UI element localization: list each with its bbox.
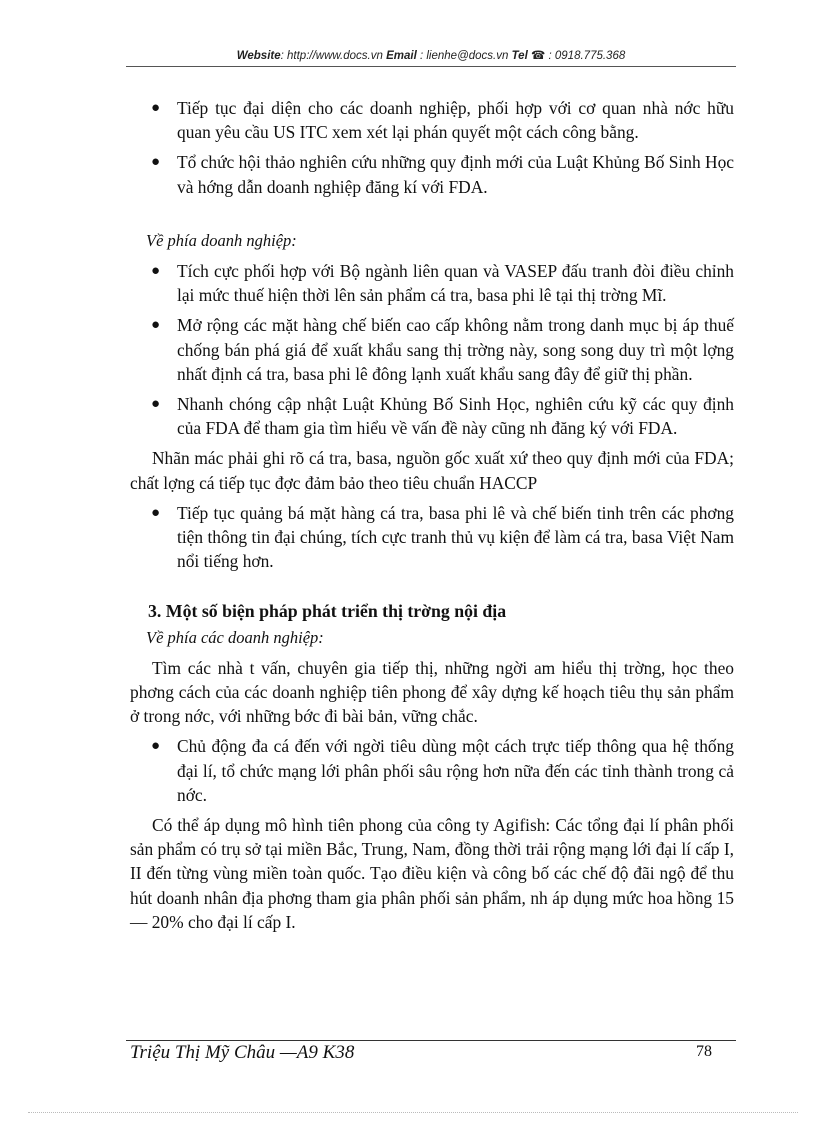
bullet-icon: ● <box>151 263 161 280</box>
page-content <box>130 96 734 934</box>
paragraph: Tìm các nhà t vấn, chuyên gia tiếp thị, những ngời am hiểu thị trờng, học theo phơng cách của các doanh nghiệp tiên phong để xây dựng kế hoạch tiêu thụ sản phẩm ở trong nớc, với những bớc đi bài bản, vững chắc. <box>130 657 734 727</box>
section-subtitle: Về phía các doanh nghiệp: <box>146 627 324 647</box>
list-item: ● Tích cực phối hợp với Bộ ngành liên quan và VASEP đấu tranh đòi điều chỉnh lại mức thuế hiện thời lên sản phẩm cá tra, basa phi lê tại thị trờng Mĩ. <box>151 261 734 306</box>
tel-label: Tel <box>511 50 528 62</box>
page-header <box>126 48 736 67</box>
list-item: ● Tổ chức hội thảo nghiên cứu những quy định mới của Luật Khủng Bố Sinh Học và hớng dẫn doanh nghiệp đăng kí với FDA. <box>151 152 734 197</box>
list-item: ● Chủ động đa cá đến với ngời tiêu dùng một cách trực tiếp thông qua hệ thống đại lí, tổ chức mạng lới phân phối sâu rộng hơn nữa đến các tỉnh thành trong cả nớc. <box>151 736 734 805</box>
website-label: Website <box>236 50 281 62</box>
tel-value: ☎ : 0918.775.368 <box>530 50 626 62</box>
list-item: ● Tiếp tục đại diện cho các doanh nghiệp, phối hợp với cơ quan nhà nớc hữu quan yêu cầu US ITC xem xét lại phán quyết một cách công bằng. <box>151 98 734 143</box>
email-value: : lienhe@docs.vn <box>419 50 509 62</box>
bullet-icon: ● <box>151 738 161 755</box>
section-heading: 3. Một số biện pháp phát triển thị trờng nội địa <box>148 601 507 622</box>
footer-author: Triệu Thị Mỹ Châu —A9 K38 <box>130 1042 355 1063</box>
page-number: 78 <box>696 1043 712 1060</box>
list-item: ● Nhanh chóng cập nhật Luật Khủng Bố Sinh Học, nghiên cứu kỹ các quy định của FDA để tham gia tìm hiểu về vấn đề này cũng nh đăng ký với FDA. <box>151 394 734 439</box>
paragraph: Nhãn mác phải ghi rõ cá tra, basa, nguồn gốc xuất xứ theo quy định mới của FDA; chất lợng cá tiếp tục đợc đảm bảo theo tiêu chuẩn HACCP <box>130 448 734 493</box>
bullet-icon: ● <box>151 100 161 116</box>
list-item: ● Mở rộng các mặt hàng chế biến cao cấp không nằm trong danh mục bị áp thuế chống bán phá giá để xuất khẩu sang thị trờng này, song song duy trì một lợng nhất định cá tra, basa phi lê đông lạnh xuất khẩu sang đây để giữ thị phần. <box>151 315 734 384</box>
website-value: : http://www.docs.vn <box>280 50 383 62</box>
bullet-icon: ● <box>151 317 161 334</box>
business-side-title: Về phía doanh nghiệp: <box>146 230 297 250</box>
bottom-divider <box>28 1112 798 1113</box>
list-item: ● Tiếp tục quảng bá mặt hàng cá tra, basa phi lê và chế biến tinh trên các phơng tiện thông tin đại chúng, tích cực tranh thủ vụ kiện để làm cá tra, basa Việt Nam nổi tiếng hơn. <box>151 502 734 572</box>
footer-divider <box>126 1040 736 1041</box>
bullet-icon: ● <box>151 396 161 413</box>
email-label: Email <box>386 50 417 62</box>
paragraph: Có thể áp dụng mô hình tiên phong của công ty Agifish: Các tổng đại lí phân phối sản phẩm có trụ sở tại miền Bắc, Trung, Nam, đồng thời trải rộng mạng lới đại lí cấp I, II đến từng vùng miền toàn quốc. Tạo điều kiện và công bố các chế độ đãi ngộ để thu hút doanh nhân địa phơng tham gia phân phối sản phẩm, nh áp dụng mức hoa hồng 15 — 20% cho đại lí cấp I. <box>130 815 734 932</box>
bullet-icon: ● <box>151 154 161 171</box>
bullet-icon: ● <box>151 504 161 521</box>
